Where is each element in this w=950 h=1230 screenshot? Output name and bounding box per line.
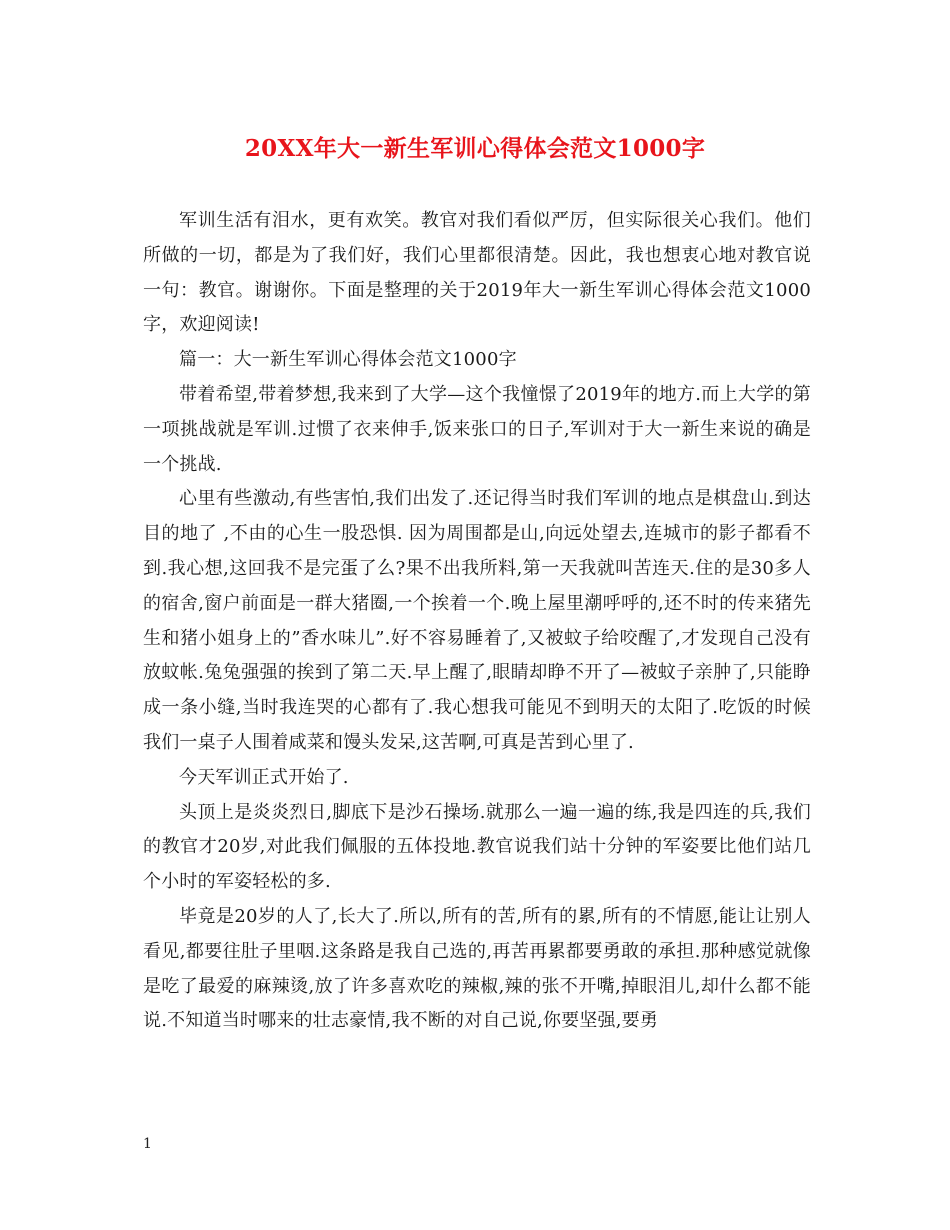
paragraph: 带着希望,带着梦想,我来到了大学—这个我憧憬了2019年的地方.而上大学的第一项挑战就是军训.过惯了衣来伸手,饭来张口的日子,军训对于大一新生来说的确是一个挑战. [143,383,811,475]
paragraph-section-heading: 篇一：大一新生军训心得体会范文1000字 [179,349,517,371]
paragraph: 今天军训正式开始了. [179,766,349,788]
paragraph: 头顶上是炎炎烈日,脚底下是沙石操场.就那么一遍一遍的练,我是四连的兵,我们的教官才20岁,对此我们佩服的五体投地.教官说我们站十分钟的军姿要比他们站几个小时的军姿轻松的多. [143,801,811,893]
page-number: 1 [143,1136,152,1152]
document-body [143,204,811,1039]
paragraph-intro: 军训生活有泪水，更有欢笑。教官对我们看似严厉，但实际很关心我们。他们所做的一切，都是为了我们好，我们心里都很清楚。因此，我也想衷心地对教官说一句：教官。谢谢你。下面是整理的关于2019年大一新生军训心得体会范文1000字，欢迎阅读! [143,210,811,336]
paragraph: 毕竟是20岁的人了,长大了.所以,所有的苦,所有的累,所有的不情愿,能让让别人看见,都要往肚子里咽.这条路是我自己选的,再苦再累都要勇敢的承担.那种感觉就像是吃了最爱的麻辣烫,放了许多喜欢吃的辣椒,辣的张不开嘴,掉眼泪儿,却什么都不能说.不知道当时哪来的壮志豪情,我不断的对自己说,你要坚强,要勇 [143,905,811,1032]
paragraph: 心里有些激动,有些害怕,我们出发了.还记得当时我们军训的地点是棋盘山.到达目的地了 ,不由的心生一股恐惧. 因为周围都是山,向远处望去,连城市的影子都看不到.我心想,这回我不是完蛋了么?果不出我所料,第一天我就叫苦连天.住的是30多人的宿舍,窗户前面是一群大猪圈,一个挨着一个.晚上屋里潮呼呼的,还不时的传来猪先生和猪小姐身上的”香水味儿”.好不容易睡着了,又被蚊子给咬醒了,才发现自己没有放蚊帐.兔兔强强的挨到了第二天.早上醒了,眼睛却睁不开了—被蚊子亲肿了,只能睁成一条小缝,当时我连哭的心都有了.我心想我可能见不到明天的太阳了.吃饭的时候我们一桌子人围着咸菜和馒头发呆,这苦啊,可真是苦到心里了. [143,488,811,753]
document-title: 20XX年大一新生军训心得体会范文1000字 [244,135,706,162]
